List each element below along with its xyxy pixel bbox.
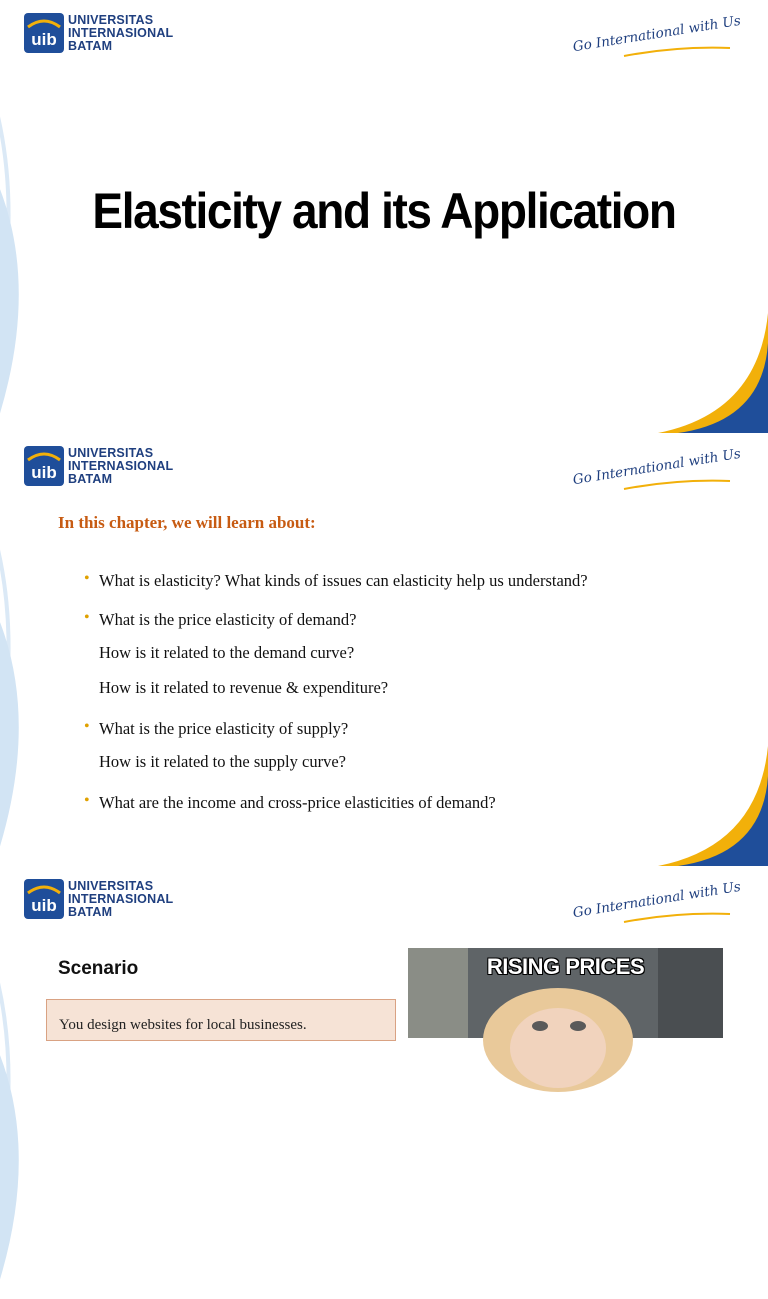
list-subitem: How is it related to the demand curve? [99, 643, 355, 662]
logo-line-3: BATAM [68, 39, 113, 53]
list-item [84, 793, 724, 813]
logo-wordmark [68, 447, 173, 486]
list-subitem: How is it related to the supply curve? [99, 752, 346, 771]
corner-swoosh [638, 736, 768, 866]
tagline-swoosh [622, 44, 732, 58]
background-arcs [0, 866, 768, 1299]
logo-line-2: INTERNASIONAL [68, 459, 174, 473]
slide-title [0, 0, 768, 433]
presentation-title: Elasticity and its Application [92, 183, 676, 239]
logo-wordmark [68, 14, 173, 53]
uib-logo-mark [24, 879, 64, 919]
slide-chapter-overview [0, 433, 768, 866]
list-item-text: What is the price elasticity of demand? [99, 610, 357, 629]
logo-line-3: BATAM [68, 472, 113, 486]
list-item-text: What is the price elasticity of supply? [99, 719, 349, 738]
bullet-icon: • [84, 792, 90, 809]
tagline: Go International with Us [572, 878, 743, 922]
logo-line-1: UNIVERSITAS [68, 879, 154, 893]
uib-logo-mark [24, 13, 64, 53]
bullet-icon: • [84, 570, 90, 587]
university-logo [24, 879, 184, 919]
logo-line-1: UNIVERSITAS [68, 13, 154, 27]
tagline-swoosh [622, 477, 732, 491]
svg-text:uib: uib [31, 30, 57, 49]
meme-caption: RISING PRICES [486, 954, 645, 979]
logo-line-2: INTERNASIONAL [68, 892, 174, 906]
list-item [84, 719, 724, 739]
list-subitem: How is it related to revenue & expenditure? [99, 678, 389, 697]
university-logo [24, 446, 184, 486]
list-item [84, 571, 724, 591]
tagline: Go International with Us [572, 12, 743, 56]
bullet-icon: • [84, 718, 90, 735]
logo-line-2: INTERNASIONAL [68, 26, 174, 40]
meme-image [408, 948, 723, 1038]
tagline: Go International with Us [572, 445, 743, 489]
slide-scenario [0, 866, 768, 1033]
scenario-box [46, 999, 396, 1041]
scenario-text: You design websites for local businesses. [59, 1017, 307, 1033]
bullet-icon: • [84, 609, 90, 626]
corner-swoosh [638, 303, 768, 433]
uib-logo-mark [24, 446, 64, 486]
list-item-text: What is elasticity? What kinds of issues can elasticity help us understand? [99, 571, 588, 590]
logo-line-3: BATAM [68, 905, 113, 919]
svg-text:uib: uib [31, 896, 57, 915]
scenario-title: Scenario [58, 958, 139, 979]
chapter-heading: In this chapter, we will learn about: [58, 513, 316, 532]
logo-wordmark [68, 880, 173, 919]
svg-text:uib: uib [31, 463, 57, 482]
list-item-text: What are the income and cross-price elasticities of demand? [99, 793, 496, 812]
university-logo [24, 13, 184, 53]
tagline-swoosh [622, 910, 732, 924]
learning-objectives-list [84, 571, 724, 813]
logo-line-1: UNIVERSITAS [68, 446, 154, 460]
list-item [84, 610, 724, 630]
